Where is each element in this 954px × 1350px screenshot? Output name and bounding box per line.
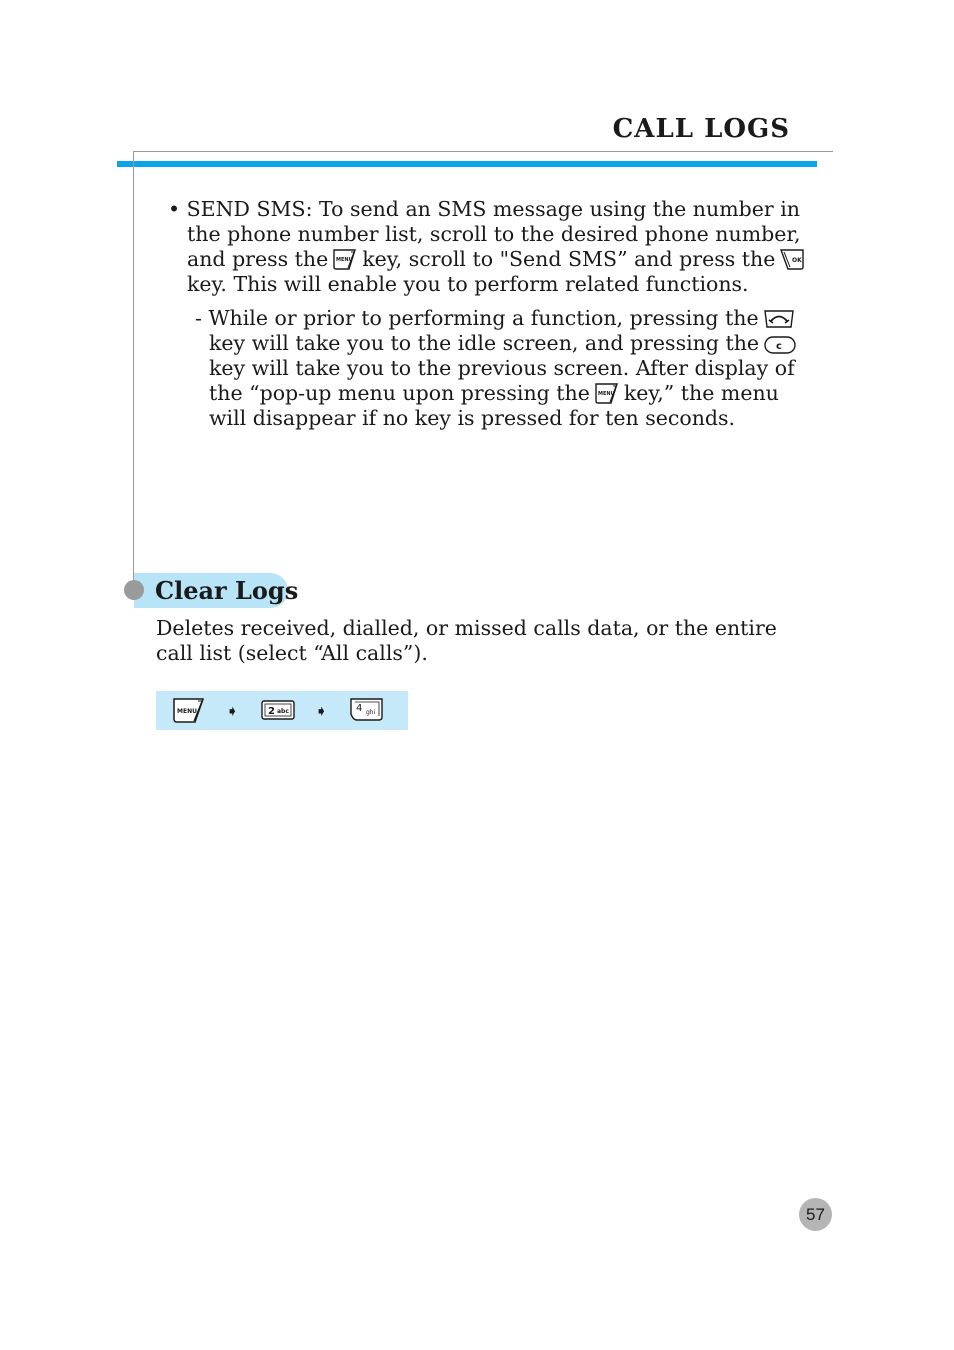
note-text-3: key will take you to the previous screen. After display of the “pop-up menu upon pressing the: [209, 356, 795, 405]
svg-text:c: c: [776, 341, 782, 352]
note-text-1: - While or prior to performing a function, pressing the: [195, 306, 759, 330]
section-dot: [124, 580, 144, 600]
arrow-icon: ➧: [226, 702, 239, 720]
menu-key-label: MENU: [177, 708, 197, 715]
section-title: Clear Logs: [155, 576, 299, 605]
menu-key-icon: [332, 247, 358, 271]
note-text-2: key will take you to the idle screen, and pressing the: [209, 331, 760, 355]
svg-text:OK: OK: [792, 257, 803, 264]
ok-key-icon: [779, 247, 805, 271]
key-4-letters: ghi: [366, 709, 376, 716]
send-sms-text-3: key. This will enable you to perform related functions.: [187, 272, 749, 296]
key-4-digit: 4: [356, 703, 363, 714]
key-2-icon: [260, 699, 296, 725]
accent-bar: [117, 161, 817, 167]
top-rule: [133, 151, 833, 152]
note-text-4: key,” the menu will disappear if no key is pressed for ten seconds.: [209, 381, 779, 430]
key-2-digit: 2: [268, 706, 275, 717]
menu-key-icon: [594, 381, 620, 405]
key-2-letters: abc: [277, 708, 289, 715]
menu-key-icon: [172, 696, 206, 728]
page-number: 57: [799, 1198, 832, 1231]
key-sequence-strip: [156, 691, 408, 730]
send-sms-bullet: • SEND SMS: To send an SMS message using the number in the phone number list, scroll to the desired phone number, and press the MENU key, scroll to "Send SMS” and press the OK key. This will enable you to perform related functions.: [168, 197, 827, 297]
side-rule: [133, 151, 134, 589]
page-title: CALL LOGS: [612, 114, 790, 144]
function-note: [195, 306, 819, 431]
end-key-icon: [763, 308, 795, 330]
send-sms-text-2: key, scroll to "Send SMS” and press the: [362, 247, 776, 271]
menu-key-label: MENU: [597, 391, 615, 397]
key-4-icon: [349, 696, 385, 726]
arrow-icon: ➧: [315, 702, 328, 720]
section-description: Deletes received, dialled, or missed calls data, or the entire call list (select “All calls”).: [156, 616, 777, 665]
send-sms-text-1: SEND SMS: To send an SMS message using the number in the phone number list, scroll to the desired phone number, and press the: [186, 197, 801, 271]
clear-key-icon: [763, 335, 797, 355]
menu-key-label: MENU: [336, 257, 353, 263]
